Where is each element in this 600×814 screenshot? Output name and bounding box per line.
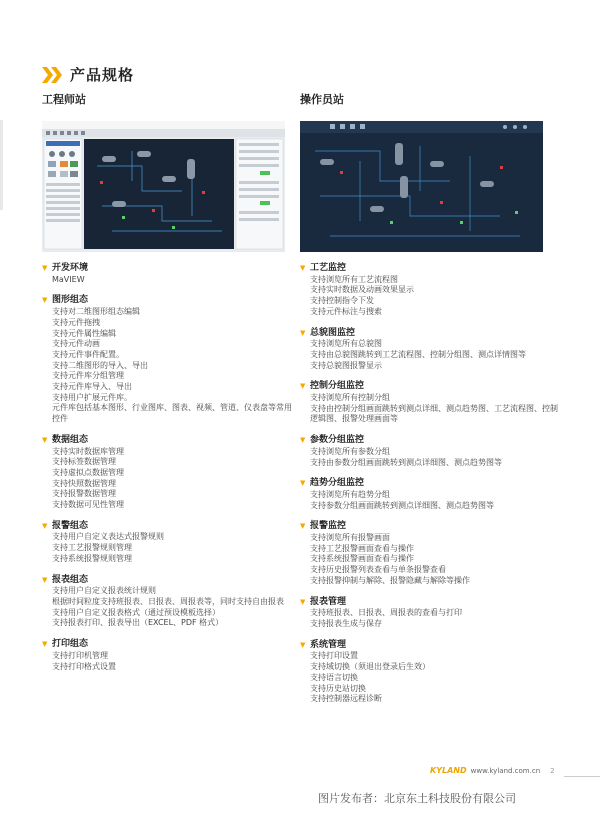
section-param-group-monitor [300, 435, 562, 468]
triangle-bullet-icon: ▼ [42, 575, 48, 584]
page-number: 2 [550, 766, 555, 775]
triangle-bullet-icon: ▼ [42, 640, 48, 649]
engineer-station-features [42, 263, 292, 682]
side-margin-mark [0, 120, 3, 210]
list-item: 支持浏览所有控制分组 [310, 393, 390, 403]
list-item: 根据时间粒度支持班报表、日报表、周报表等，同时支持自由报表 [52, 596, 284, 606]
list-item: 支持打印格式设置 [52, 661, 116, 671]
section-title: 参数分组监控 [310, 435, 365, 446]
list-item: 支持浏览所有报警画面 [310, 533, 390, 543]
list-item: 支持元件标注与搜索 [310, 306, 382, 316]
triangle-bullet-icon: ▼ [300, 382, 306, 391]
list-item: 支持用户自定义表达式报警规则 [52, 532, 164, 542]
triangle-bullet-icon: ▼ [42, 521, 48, 530]
section-system-management [300, 640, 562, 705]
triangle-bullet-icon: ▼ [300, 264, 306, 272]
section-alarm-monitor [300, 521, 562, 586]
list-item: 支持浏览所有总貌图 [310, 339, 382, 349]
section-overview-monitor [300, 328, 562, 372]
list-item: 支持历史站切换 [310, 683, 366, 693]
list-item: 元件库包括基本图形、行业图库、图表、视频、管道、仪表盘等常用控件 [52, 403, 292, 424]
kyland-logo: KYLAND [430, 766, 467, 775]
section-title: 数据组态 [52, 434, 89, 445]
section-control-group-monitor [300, 381, 562, 425]
double-chevron-icon [42, 67, 64, 83]
section-report-config [42, 575, 292, 630]
list-item: 支持控制器远程诊断 [310, 694, 382, 704]
triangle-bullet-icon: ▼ [42, 296, 48, 305]
list-item: 支持域切换（须退出登录后生效） [310, 662, 430, 672]
list-item: 支持实时数据库管理 [52, 446, 124, 456]
section-print-config [42, 639, 292, 672]
page-title: 产品规格 [70, 66, 135, 84]
section-process-monitor [300, 263, 562, 318]
list-item: 支持报表打印、报表导出（EXCEL、PDF 格式） [52, 618, 224, 628]
list-item: 支持元件库分组管理 [52, 371, 124, 381]
list-item: 支持元件拖拽 [52, 317, 100, 327]
list-item: 支持工艺报警画面查看与操作 [310, 543, 414, 553]
operator-station-features [300, 263, 562, 715]
section-data-config [42, 435, 292, 511]
section-title: 图形组态 [52, 295, 89, 306]
triangle-bullet-icon: ▼ [300, 479, 306, 488]
triangle-bullet-icon: ▼ [300, 640, 306, 649]
list-item: 支持报表生成与保存 [310, 618, 382, 628]
list-item: 支持班报表、日报表、周报表的查看与打印 [310, 608, 462, 618]
list-item: 支持系统报警规则管理 [52, 553, 132, 563]
list-item: 支持元件事件配置。 [52, 349, 124, 359]
operator-station-title: 操作员站 [300, 93, 344, 106]
list-item: 支持浏览所有工艺流程图 [310, 274, 398, 284]
list-item: 支持实时数据及动画效果显示 [310, 285, 414, 295]
section-title: 总貌图监控 [310, 327, 356, 338]
triangle-bullet-icon: ▼ [42, 264, 48, 272]
list-item: 支持标签数据管理 [52, 457, 116, 467]
list-item: 支持元件动画 [52, 339, 100, 349]
list-item: 支持打印设置 [310, 651, 358, 661]
list-item: 支持打印机管理 [52, 650, 108, 660]
section-title: 系统管理 [310, 639, 347, 650]
engineer-station-title: 工程师站 [42, 93, 86, 106]
list-item: 支持浏览所有趋势分组 [310, 489, 390, 499]
list-item: 支持工艺报警规则管理 [52, 543, 132, 553]
list-item: 支持语言切换 [310, 672, 358, 682]
section-dev-env [42, 263, 292, 285]
list-item: 支持用户自定义报表统计规则 [52, 586, 156, 596]
triangle-bullet-icon: ▼ [300, 436, 306, 445]
publisher-watermark: 图片发布者：北京东土科技股份有限公司 [318, 792, 516, 805]
section-title: 报表管理 [310, 596, 347, 607]
section-title: 报表组态 [52, 574, 89, 585]
page-header [42, 64, 134, 85]
section-title: 控制分组监控 [310, 381, 365, 392]
footer-divider [564, 776, 600, 777]
list-item: 支持系统报警画面查看与操作 [310, 554, 414, 564]
section-graphic-config [42, 295, 292, 424]
section-title: 工艺监控 [310, 263, 347, 273]
list-item: 支持总貌图报警显示 [310, 360, 382, 370]
list-item: 支持用户自定义报表格式（通过预设模板选择） [52, 607, 220, 617]
list-item: MaVIEW [52, 274, 85, 284]
list-item: 支持二维图形的导入、导出 [52, 360, 148, 370]
list-item: 支持对二维图形组态编辑 [52, 307, 140, 317]
triangle-bullet-icon: ▼ [300, 328, 306, 337]
section-trend-group-monitor [300, 478, 562, 511]
section-title: 趋势分组监控 [310, 478, 365, 489]
list-item: 支持快照数据管理 [52, 478, 116, 488]
list-item: 支持用户扩展元件库。 [52, 392, 132, 402]
list-item: 支持元件库导入、导出 [52, 382, 132, 392]
triangle-bullet-icon: ▼ [300, 522, 306, 531]
list-item: 支持参数分组画面跳转到测点详细图、测点趋势图等 [310, 500, 494, 510]
section-title: 打印组态 [52, 639, 89, 650]
list-item: 支持控制指令下发 [310, 296, 374, 306]
section-title: 报警组态 [52, 520, 89, 531]
footer-url: www.kyland.com.cn [470, 766, 541, 775]
triangle-bullet-icon: ▼ [42, 435, 48, 444]
page-footer [430, 766, 555, 775]
triangle-bullet-icon: ▼ [300, 597, 306, 606]
list-item: 支持浏览所有参数分组 [310, 446, 390, 456]
list-item: 支持由总貌图跳转到工艺流程图、控制分组图、测点详情图等 [310, 349, 526, 359]
section-title: 报警监控 [310, 521, 347, 532]
section-title: 开发环境 [52, 263, 89, 273]
list-item: 支持数据可见性管理 [52, 500, 124, 510]
list-item: 支持虚拟点数据管理 [52, 467, 124, 477]
list-item: 支持报警数据管理 [52, 489, 116, 499]
list-item: 支持由参数分组画面跳转到测点详细图、测点趋势图等 [310, 457, 502, 467]
section-alarm-config [42, 521, 292, 565]
list-item: 支持由控制分组画面跳转到测点详细、测点趋势图、工艺流程图、控制逻辑图、报警处理画面等 [310, 403, 558, 424]
list-item: 支持历史报警列表查看与单条报警查看 [310, 565, 446, 575]
engineer-station-screenshot [42, 121, 285, 252]
list-item: 支持报警抑制与解除、报警隐藏与解除等操作 [310, 575, 470, 585]
operator-station-screenshot [300, 121, 543, 252]
section-report-management [300, 597, 562, 630]
list-item: 支持元件属性编辑 [52, 328, 116, 338]
